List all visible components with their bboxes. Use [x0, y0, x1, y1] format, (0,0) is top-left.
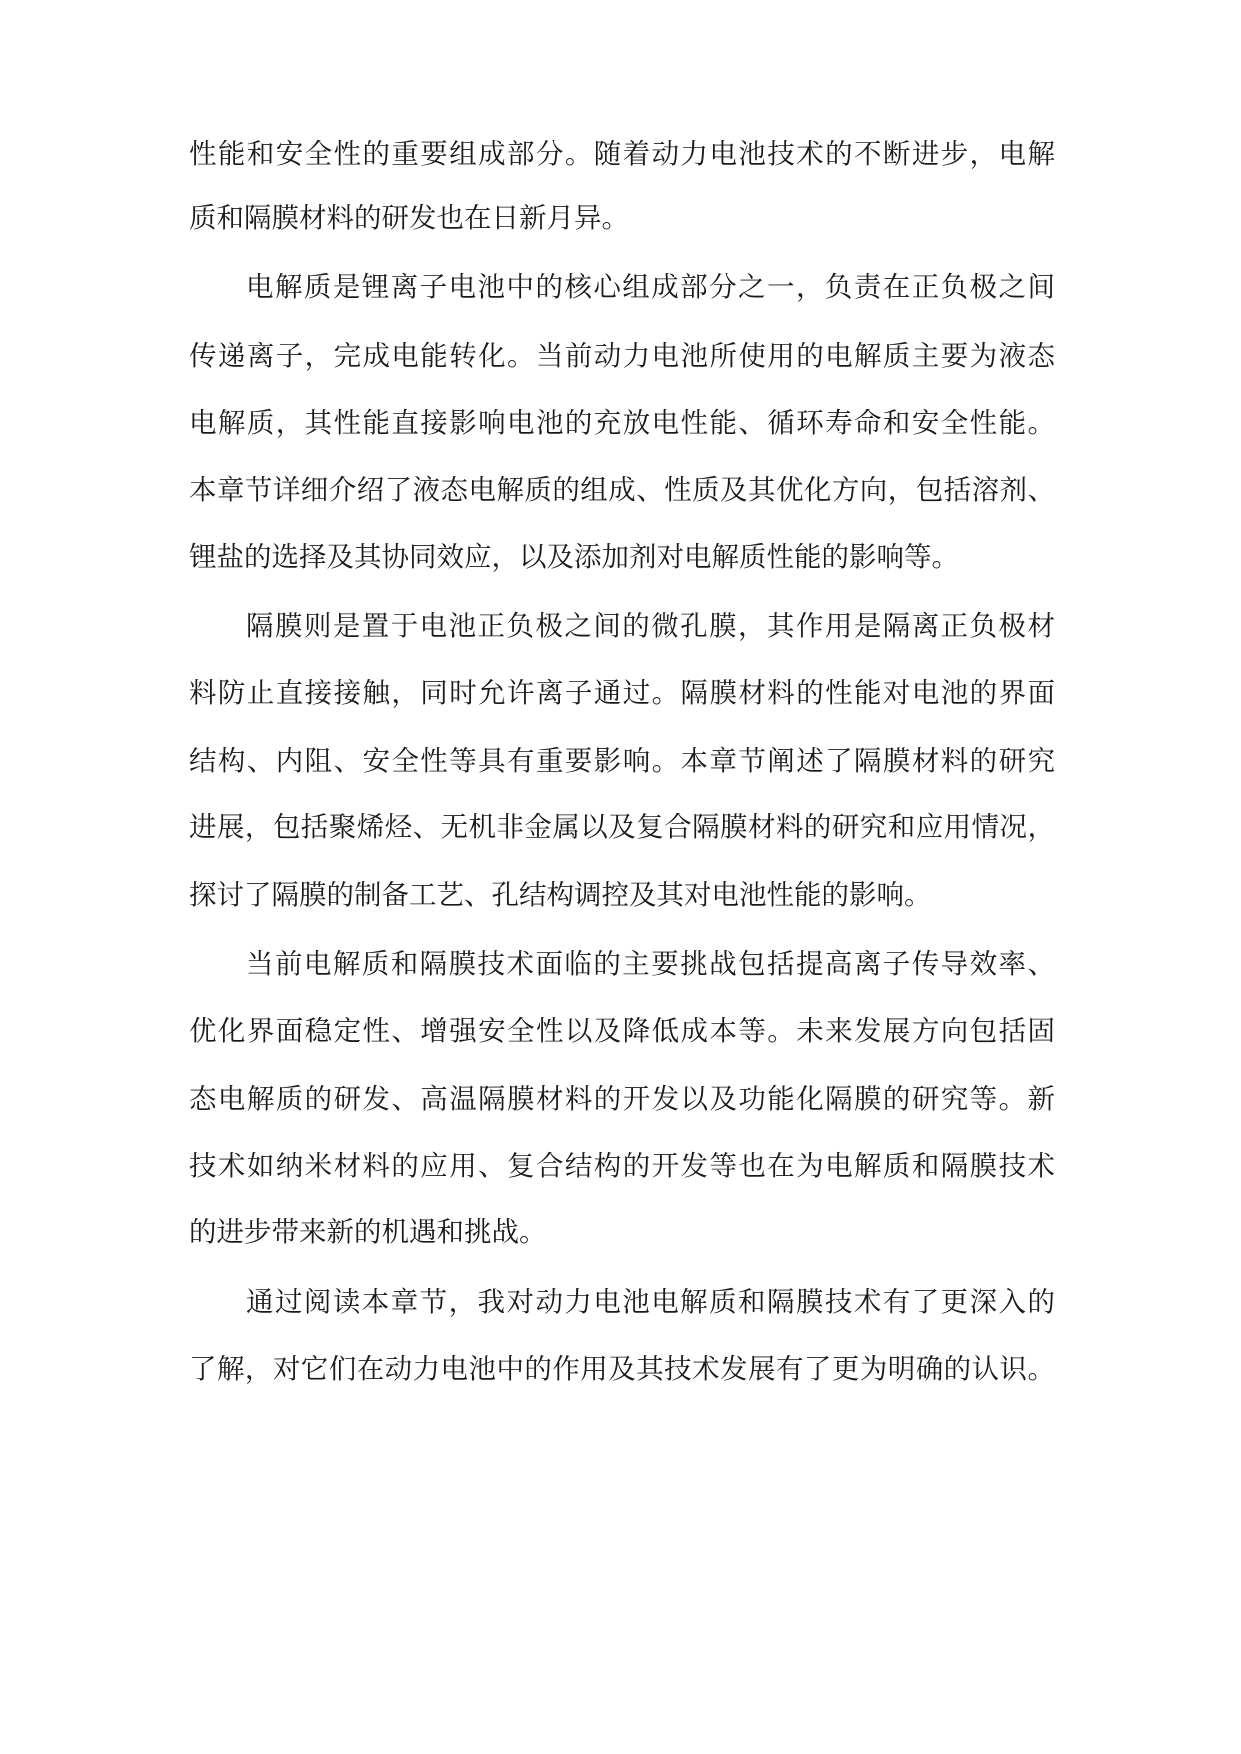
text-line: 电解质，其性能直接影响电池的充放电性能、循环寿命和安全性能。	[189, 407, 1055, 439]
text-line: 结构、内阻、安全性等具有重要影响。本章节阐述了隔膜材料的研究	[189, 745, 1055, 777]
text-line: 通过阅读本章节，我对动力电池电解质和隔膜技术有了更深入的	[246, 1286, 1055, 1318]
text-line: 当前电解质和隔膜技术面临的主要挑战包括提高离子传导效率、	[246, 948, 1055, 980]
text-line: 电解质是锂离子电池中的核心组成部分之一，负责在正负极之间	[246, 271, 1055, 303]
text-line: 性能和安全性的重要组成部分。随着动力电池技术的不断进步，电解	[189, 138, 1055, 170]
text-line: 隔膜则是置于电池正负极之间的微孔膜，其作用是隔离正负极材	[246, 610, 1055, 642]
text-line: 优化界面稳定性、增强安全性以及降低成本等。未来发展方向包括固	[189, 1015, 1055, 1047]
text-line: 探讨了隔膜的制备工艺、孔结构调控及其对电池性能的影响。	[189, 879, 932, 911]
text-line: 技术如纳米材料的应用、复合结构的开发等也在为电解质和隔膜技术	[189, 1150, 1055, 1182]
text-line: 锂盐的选择及其协同效应，以及添加剂对电解质性能的影响等。	[189, 541, 959, 573]
text-line: 态电解质的研发、高温隔膜材料的开发以及功能化隔膜的研究等。新	[189, 1083, 1055, 1115]
text-line: 传递离子，完成电能转化。当前动力电池所使用的电解质主要为液态	[189, 340, 1055, 372]
text-line: 本章节详细介绍了液态电解质的组成、性质及其优化方向，包括溶剂、	[189, 474, 1055, 506]
text-line: 进展，包括聚烯烃、无机非金属以及复合隔膜材料的研究和应用情况，	[189, 811, 1055, 843]
text-line: 的进步带来新的机遇和挑战。	[189, 1216, 547, 1248]
text-line: 料防止直接接触，同时允许离子通过。隔膜材料的性能对电池的界面	[189, 677, 1055, 709]
text-line: 质和隔膜材料的研发也在日新月异。	[189, 202, 629, 234]
text-line: 了解，对它们在动力电池中的作用及其技术发展有了更为明确的认识。	[189, 1353, 1055, 1385]
